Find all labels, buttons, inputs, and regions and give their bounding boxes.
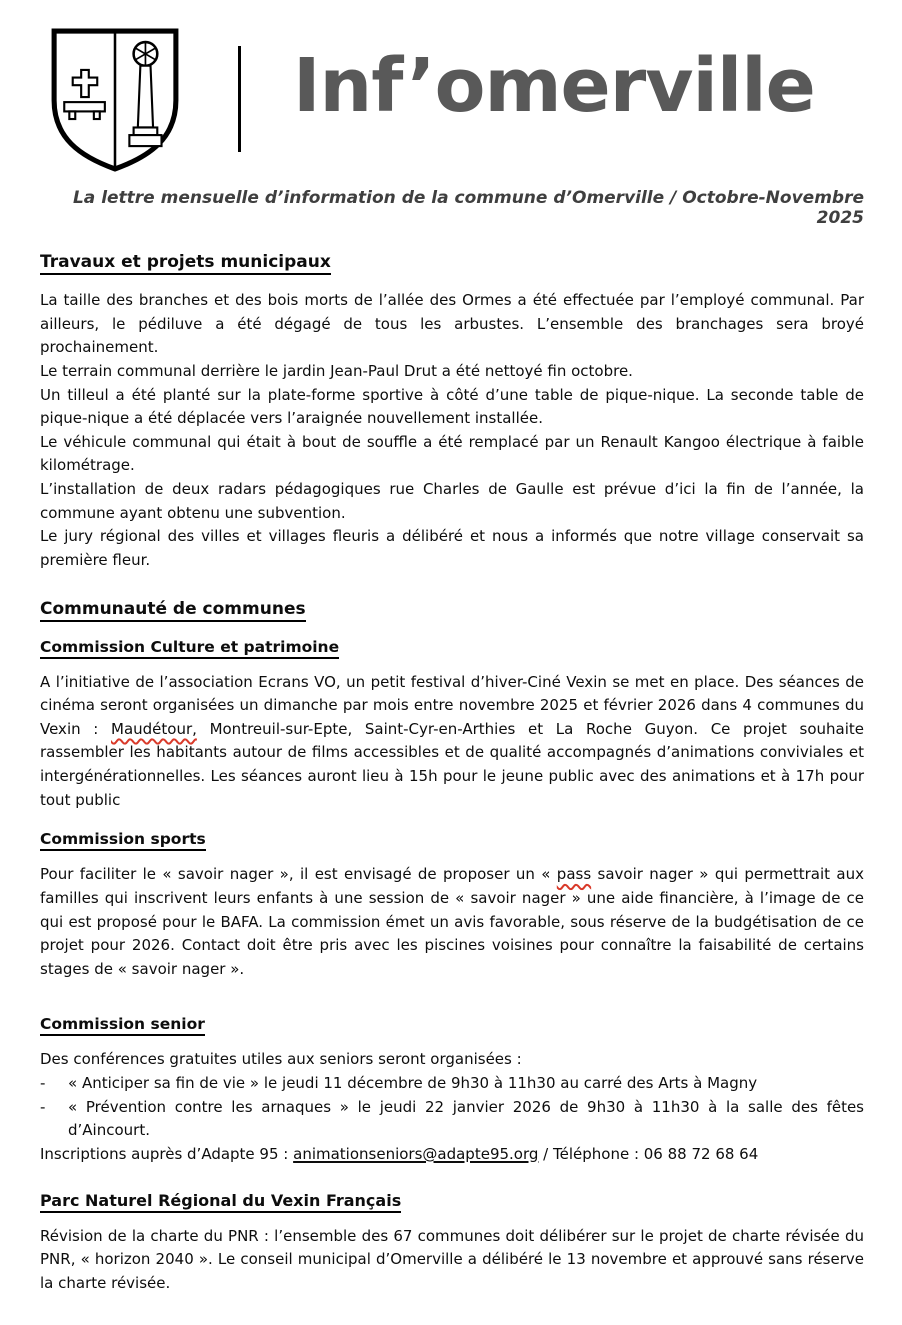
pnr-paragraph: Révision de la charte du PNR : l’ensemble des 67 communes doit délibérer sur le projet de charte révisée du PNR, « horizon 2040 ». Le conseil municipal d’Omerville a délibéré le 13 novembre et approuvé sans réserve la charte révisée. (40, 1226, 864, 1292)
travaux-paragraph: La taille des branches et des bois morts de l’allée des Ormes a été effectuée par l’employé communal. Par ailleurs, le pédiluve a été dégagé de tous les arbustes. L’ensemble des branchages sera broyé prochainement. (40, 291, 864, 357)
travaux-paragraph: Le jury régional des villes et villages fleuris a délibéré et nous a informés que notre village conservait sa première fleur. (40, 527, 864, 569)
spellcheck-word-maudetour: Maudétour, (111, 719, 197, 738)
travaux-paragraph: Un tilleul a été planté sur la plate-forme sportive à côté d’une table de pique-nique. La seconde table de pique-nique a été déplacée vers l’araignée nouvellement installée. (40, 385, 864, 428)
senior-inscriptions (40, 1143, 864, 1167)
sports-text-after: savoir nager » qui permettrait aux familles qui inscrivent leurs enfants à une session de « savoir nager » une aide financière, à l’image de ce qui est proposé pour le BAFA. La commission émet un avis favorable, sous réserve de la budgétisation de ce projet pour 2026. Contact doit être pris avec les piscines voisines pour connaître la faisabilité de certains stages de « savoir nager ». (40, 865, 865, 978)
email-link[interactable]: animationseniors@adapte95.org (293, 1144, 539, 1163)
coat-of-arms-icon (40, 26, 190, 174)
senior-bullet-text: « Prévention contre les arnaques » le jeudi 22 janvier 2026 de 9h30 à 11h30 à la salle des fêtes d’Aincourt. (68, 1097, 864, 1140)
heading-travaux: Travaux et projets municipaux (40, 252, 864, 275)
heading-commission-senior: Commission senior (40, 1015, 864, 1036)
sports-paragraph (40, 863, 864, 981)
culture-paragraph (40, 671, 864, 813)
senior-intro: Des conférences gratuites utiles aux seniors seront organisées : (40, 1050, 522, 1069)
heading-commission-culture: Commission Culture et patrimoine (40, 638, 864, 659)
bullet-dash: - (40, 1074, 46, 1092)
culture-text-before: A l’initiative de l’association Ecrans VO, un petit festival d’hiver-Ciné Vexin se met en place. Des séances de cinéma seront organisées un dimanche par mois entre novembre 2025 et février 2026 dans 4 communes du Vexin : (40, 672, 864, 738)
heading-commission-sports: Commission sports (40, 830, 864, 851)
newsletter-subtitle: La lettre mensuelle d’information de la commune d’Omerville / Octobre-Novembre 2025 (72, 188, 864, 228)
header-divider (238, 46, 241, 152)
sports-text-before: Pour faciliter le « savoir nager », il est envisagé de proposer un « (40, 865, 557, 884)
travaux-paragraph: Le terrain communal derrière le jardin Jean-Paul Drut a été nettoyé fin octobre. (40, 361, 633, 380)
newsletter-header (40, 26, 864, 174)
newsletter-title: Inf’omerville (293, 43, 815, 129)
inscriptions-text-before: Inscriptions auprès d’Adapte 95 : (40, 1144, 294, 1163)
travaux-paragraph: L’installation de deux radars pédagogiques rue Charles de Gaulle est prévue d’ici la fin de l’année, la commune ayant obtenu une subvention. (40, 480, 864, 522)
senior-bullet-item (40, 1072, 864, 1096)
bullet-dash: - (40, 1097, 46, 1116)
inscriptions-text-after: / Téléphone : 06 88 72 68 64 (538, 1144, 759, 1163)
heading-communaute: Communauté de communes (40, 599, 864, 622)
culture-text-after: Montreuil-sur-Epte, Saint-Cyr-en-Arthies et La Roche Guyon. Ce projet souhaite rassembler les habitants autour de films accessibles et de qualité accompagnés d’animations conviviales et intergénérationnelles. Les séances auront lieu à 15h pour le jeune public avec des animations et à 17h pour tout public (40, 719, 865, 809)
spellcheck-word-pass: pass (556, 865, 592, 884)
heading-pnr: Parc Naturel Régional du Vexin Français (40, 1191, 864, 1213)
travaux-paragraph: Le véhicule communal qui était à bout de souffle a été remplacé par un Renault Kangoo électrique à faible kilométrage. (40, 432, 864, 475)
senior-bullet-item (40, 1096, 864, 1143)
senior-bullet-text: « Anticiper sa fin de vie » le jeudi 11 décembre de 9h30 à 11h30 au carré des Arts à Magny (68, 1074, 758, 1092)
